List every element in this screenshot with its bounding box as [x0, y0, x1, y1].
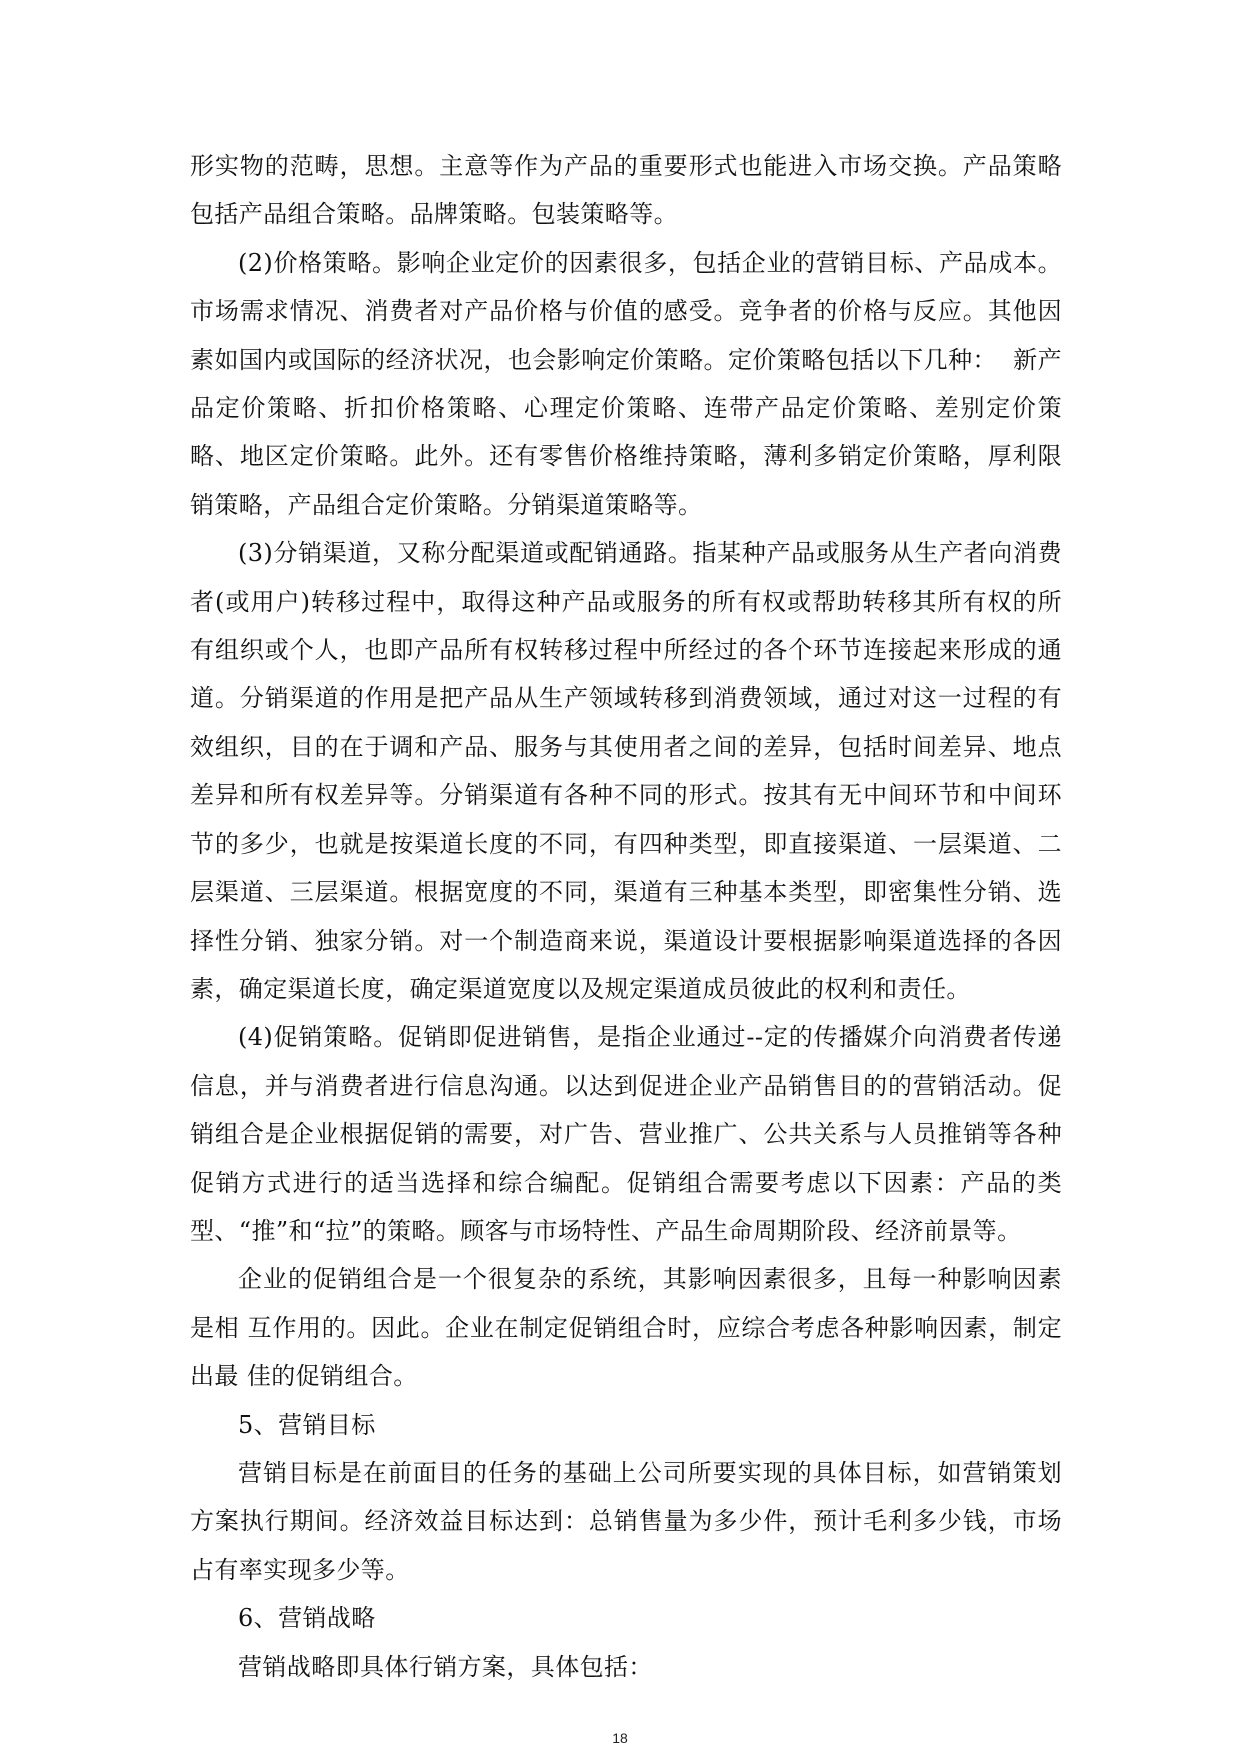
paragraph-distribution-channel: (3)分销渠道，又称分配渠道或配销通路。指某种产品或服务从生产者向消费者(或用户)转移过程中，取得这种产品或服务的所有权或帮助转移其所有权的所有组织或个人，也即产品所有权转移过程中所经过的各个环节连接起来形成的通道。分销渠道的作用是把产品从生产领域转移到消费领域，通过对这一过程的有效组织，目的在于调和产品、服务与其使用者之间的差异，包括时间差异、地点差异和所有权差异等。分销渠道有各种不同的形式。按其有无中间环节和中间环节的多少，也就是按渠道长度的不同，有四种类型，即直接渠道、一层渠道、二层渠道、三层渠道。根据宽度的不同，渠道有三种基本类型，即密集性分销、选择性分销、独家分销。对一个制造商来说，渠道设计要根据影响渠道选择的各因素，确定渠道长度，确定渠道宽度以及规定渠道成员彼此的权利和责任。	[190, 539, 1062, 1003]
section-heading-marketing-goals: 5、营销目标	[238, 1410, 376, 1439]
section-heading-marketing-strategy: 6、营销战略	[238, 1604, 376, 1633]
paragraph-product-strategy-continued: 形实物的范畴，思想。主意等作为产品的重要形式也能进入市场交换。产品策略包括产品组合策略。品牌策略。包装策略等。	[190, 152, 1062, 229]
paragraph-promotion-mix: 企业的促销组合是一个很复杂的系统，其影响因素很多，且每一种影响因素是相 互作用的。因此。企业在制定促销组合时，应综合考虑各种影响因素，制定出最 佳的促销组合。	[190, 1265, 1062, 1391]
document-body	[190, 142, 1062, 1691]
paragraph-promotion-strategy: (4)促销策略。促销即促进销售，是指企业通过--定的传播媒介向消费者传递信息，并与消费者进行信息沟通。以达到促进企业产品销售目的的营销活动。促销组合是企业根据促销的需要，对广告、营业推广、公共关系与人员推销等各种促销方式进行的适当选择和综合编配。促销组合需要考虑以下因素：产品的类型、“推”和“拉”的策略。顾客与市场特性、产品生命周期阶段、经济前景等。	[190, 1023, 1062, 1245]
paragraph-price-strategy: (2)价格策略。影响企业定价的因素很多，包括企业的营销目标、产品成本。市场需求情况、消费者对产品价格与价值的感受。竞争者的价格与反应。其他因素如国内或国际的经济状况，也会影响定价策略。定价策略包括以下几种： 新产品定价策略、折扣价格策略、心理定价策略、连带产品定价策略、差别定价策略、地区定价策略。此外。还有零售价格维持策略，薄利多销定价策略，厚利限销策略，产品组合定价策略。分销渠道策略等。	[190, 248, 1062, 519]
paragraph-marketing-goals: 营销目标是在前面目的任务的基础上公司所要实现的具体目标，如营销策划方案执行期间。经济效益目标达到：总销售量为多少件，预计毛利多少钱，市场占有率实现多少等。	[190, 1458, 1062, 1584]
page-number: 18	[612, 1730, 628, 1746]
paragraph-marketing-strategy: 营销战略即具体行销方案，具体包括：	[238, 1652, 653, 1681]
